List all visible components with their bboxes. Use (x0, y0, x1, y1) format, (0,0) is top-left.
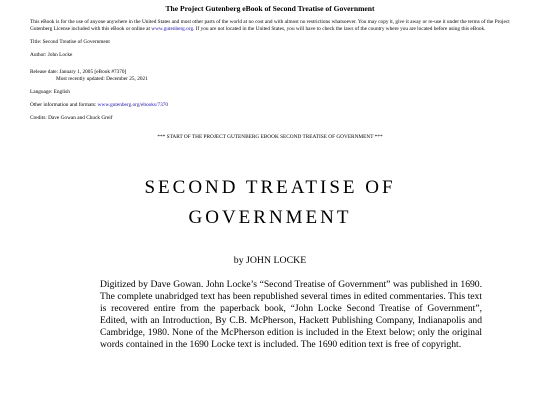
gutenberg-link[interactable]: www.gutenberg.org (151, 26, 194, 32)
book-title-line-2: GOVERNMENT (188, 207, 352, 228)
meta-formats-label: Other information and formats: (30, 102, 98, 108)
page-title: The Project Gutenberg eBook of Second Treatise of Government (165, 4, 375, 13)
license-text-start: This eBook is for the use of anyone anywhere in the United States and most other parts of the world at no cost and with almost no restrictions whatsoever. You may copy it, give it away or re-use it under the terms of the Project Gutenberg License included with this eBook or online at (30, 19, 510, 32)
ebook-link[interactable]: www.gutenberg.org/ebooks/7370 (97, 102, 169, 108)
meta-updated-date: Most recently updated: December 25, 2021 (56, 76, 148, 82)
meta-release (30, 69, 510, 83)
meta-author: Author: John Locke (30, 52, 73, 58)
intro-paragraph: Digitized by Dave Gowan. John Locke’s “Second Treatise of Government” was published in 1690. The complete unabridged text has been republished several times in edited commentaries. This text is recovered entire from the paperback book, “John Locke Second Treatise of Government”, Edited, with an Introduction, By C.B. McPherson, Hackett Publishing Company, Indianapolis and Cambridge, 1980. None of the McPherson edition is included in the Etext below; only the original words contained in the 1690 Locke text is included. The 1690 edition text is free of copyright. (100, 279, 482, 350)
book-title (30, 173, 510, 233)
license-text-end: . If you are not located in the United States, you will have to check the laws of the country where you are located before using this eBook. (193, 26, 486, 32)
license-paragraph (30, 19, 510, 33)
meta-release-date: Release date: January 1, 2005 [eBook #7370] (30, 69, 127, 75)
meta-credits: Credits: Dave Gowan and Chuck Greif (30, 115, 113, 121)
start-marker: *** START OF THE PROJECT GUTENBERG EBOOK SECOND TREATISE OF GOVERNMENT *** (157, 134, 383, 140)
book-title-line-1: SECOND TREATISE OF (144, 177, 396, 198)
meta-language: Language: English (30, 89, 70, 95)
byline: by JOHN LOCKE (233, 255, 307, 266)
meta-formats (30, 102, 510, 109)
meta-title: Title: Second Treatise of Government (30, 39, 110, 45)
